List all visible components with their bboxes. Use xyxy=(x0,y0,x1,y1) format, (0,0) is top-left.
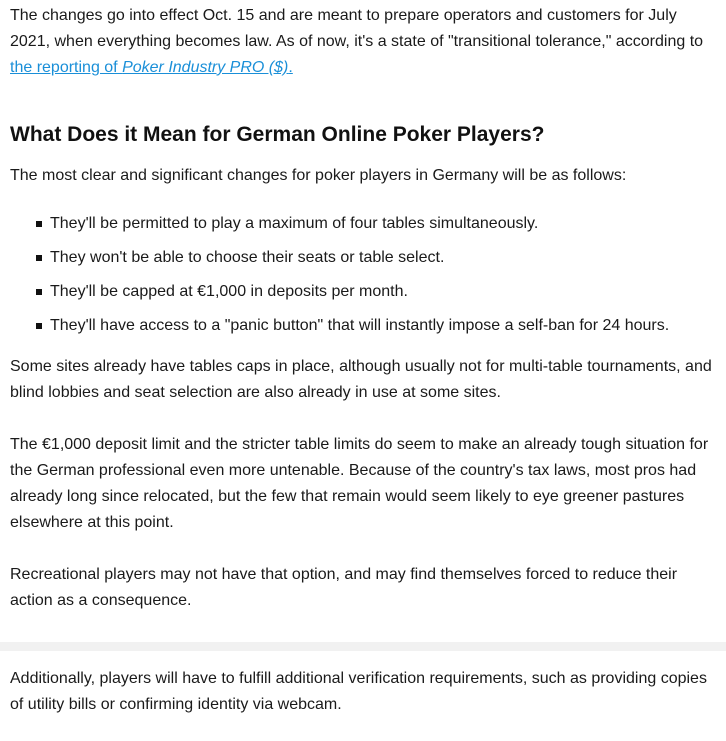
list-item xyxy=(36,211,716,237)
body-paragraph: Additionally, players will have to fulfill additional verification requirements, such as providing copies of utility bills or confirming identity via webcam. xyxy=(10,670,707,713)
square-bullet-icon xyxy=(36,221,42,227)
source-link[interactable] xyxy=(10,59,293,76)
square-bullet-icon xyxy=(36,255,42,261)
list-item xyxy=(36,245,716,271)
list-item-text: They'll have access to a "panic button" that will instantly impose a self-ban for 24 hours. xyxy=(50,317,670,334)
section-heading: What Does it Mean for German Online Poker Players? xyxy=(10,123,545,146)
intro-text: The changes go into effect Oct. 15 and are meant to prepare operators and customers for July 2021, when everything becomes law. As of now, it's a state of "transitional tolerance," according to xyxy=(10,7,704,50)
list-item-text: They won't be able to choose their seats or table select. xyxy=(50,249,445,266)
list-item xyxy=(36,313,716,339)
article-body xyxy=(10,0,716,614)
list-item xyxy=(36,279,716,305)
square-bullet-icon xyxy=(36,289,42,295)
rules-list xyxy=(10,211,716,339)
intro-paragraph xyxy=(10,3,716,81)
list-item-text: They'll be permitted to play a maximum of four tables simultaneously. xyxy=(50,215,539,232)
list-item-text: They'll be capped at €1,000 in deposits per month. xyxy=(50,283,408,300)
square-bullet-icon xyxy=(36,323,42,329)
section-divider xyxy=(0,642,726,651)
source-link-prefix: the reporting of xyxy=(10,59,123,76)
source-link-suffix: . xyxy=(288,59,293,76)
body-paragraph: The €1,000 deposit limit and the stricter table limits do seem to make an already tough situation for the German professional even more untenable. Because of the country's tax laws, most pros had already long since relocated, but the few that remain would seem likely to eye greener pastures elsewhere at this point. xyxy=(10,436,709,531)
lead-paragraph: The most clear and significant changes for poker players in Germany will be as follows: xyxy=(10,167,627,184)
body-paragraph: Recreational players may not have that option, and may find themselves forced to reduce their action as a consequence. xyxy=(10,566,678,609)
body-paragraph: Some sites already have tables caps in place, although usually not for multi-table tournaments, and blind lobbies and seat selection are also already in use at some sites. xyxy=(10,358,712,401)
source-link-title: Poker Industry PRO ($) xyxy=(122,59,289,76)
